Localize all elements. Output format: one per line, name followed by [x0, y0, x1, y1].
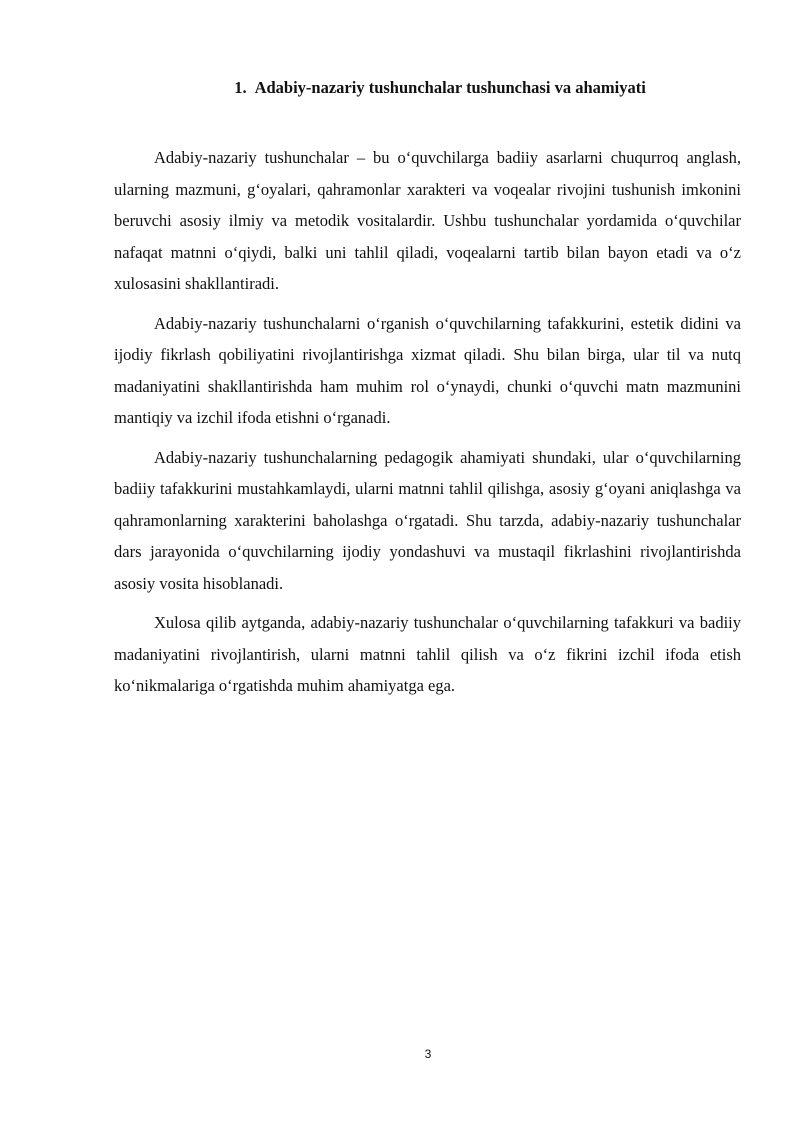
- page-number: 3: [424, 1047, 432, 1061]
- paragraph-4: Xulosa qilib aytganda, adabiy-nazariy tushunchalar o‘quvchilarning tafakkuri va badiiy madaniyatini rivojlantirish, ularni matnni tahlil qilish va o‘z fikrini izchil ifoda etish ko‘nikmalariga o‘rgatishda muhim ahamiyatga ega.: [114, 613, 741, 695]
- body-text: [114, 142, 741, 710]
- paragraph-2: Adabiy-nazariy tushunchalarni o‘rganish o‘quvchilarning tafakkurini, estetik didini va ijodiy fikrlash qobiliyatini rivojlantirishga xizmat qiladi. Shu bilan birga, ular til va nutq madaniyatini shakllantirishda ham muhim rol o‘ynaydi, chunki o‘quvchi matn mazmunini mantiqiy va izchil ifoda etishni o‘rganadi.: [114, 313, 741, 427]
- section-title: Adabiy-nazariy tushunchalar tushunchasi va ahamiyati: [254, 78, 646, 97]
- section-number: 1.: [234, 78, 247, 97]
- paragraph-1: Adabiy-nazariy tushunchalar – bu o‘quvchilarga badiiy asarlarni chuqurroq anglash, ularning mazmuni, g‘oyalari, qahramonlar xarakteri va voqealar rivojini tushunish imkonini beruvchi asosiy ilmiy va metodik vositalardir. Ushbu tushunchalar yordamida o‘quvchilar nafaqat matnni o‘qiydi, balki uni tahlil qiladi, voqealarni tartib bilan bayon etadi va o‘z xulosasini shakllantiradi.: [114, 148, 741, 293]
- section-heading: [0, 76, 800, 100]
- paragraph-3: Adabiy-nazariy tushunchalarning pedagogik ahamiyati shundaki, ular o‘quvchilarning badiiy tafakkurini mustahkamlaydi, ularni matnni tahlil qilishga, asosiy g‘oyani aniqlashga va qahramonlarning xarakterini baholashga o‘rgatadi. Shu tarzda, adabiy-nazariy tushunchalar dars jarayonida o‘quvchilarning ijodiy yondashuvi va mustaqil fikrlashini rivojlantirishda asosiy vosita hisoblanadi.: [114, 447, 741, 593]
